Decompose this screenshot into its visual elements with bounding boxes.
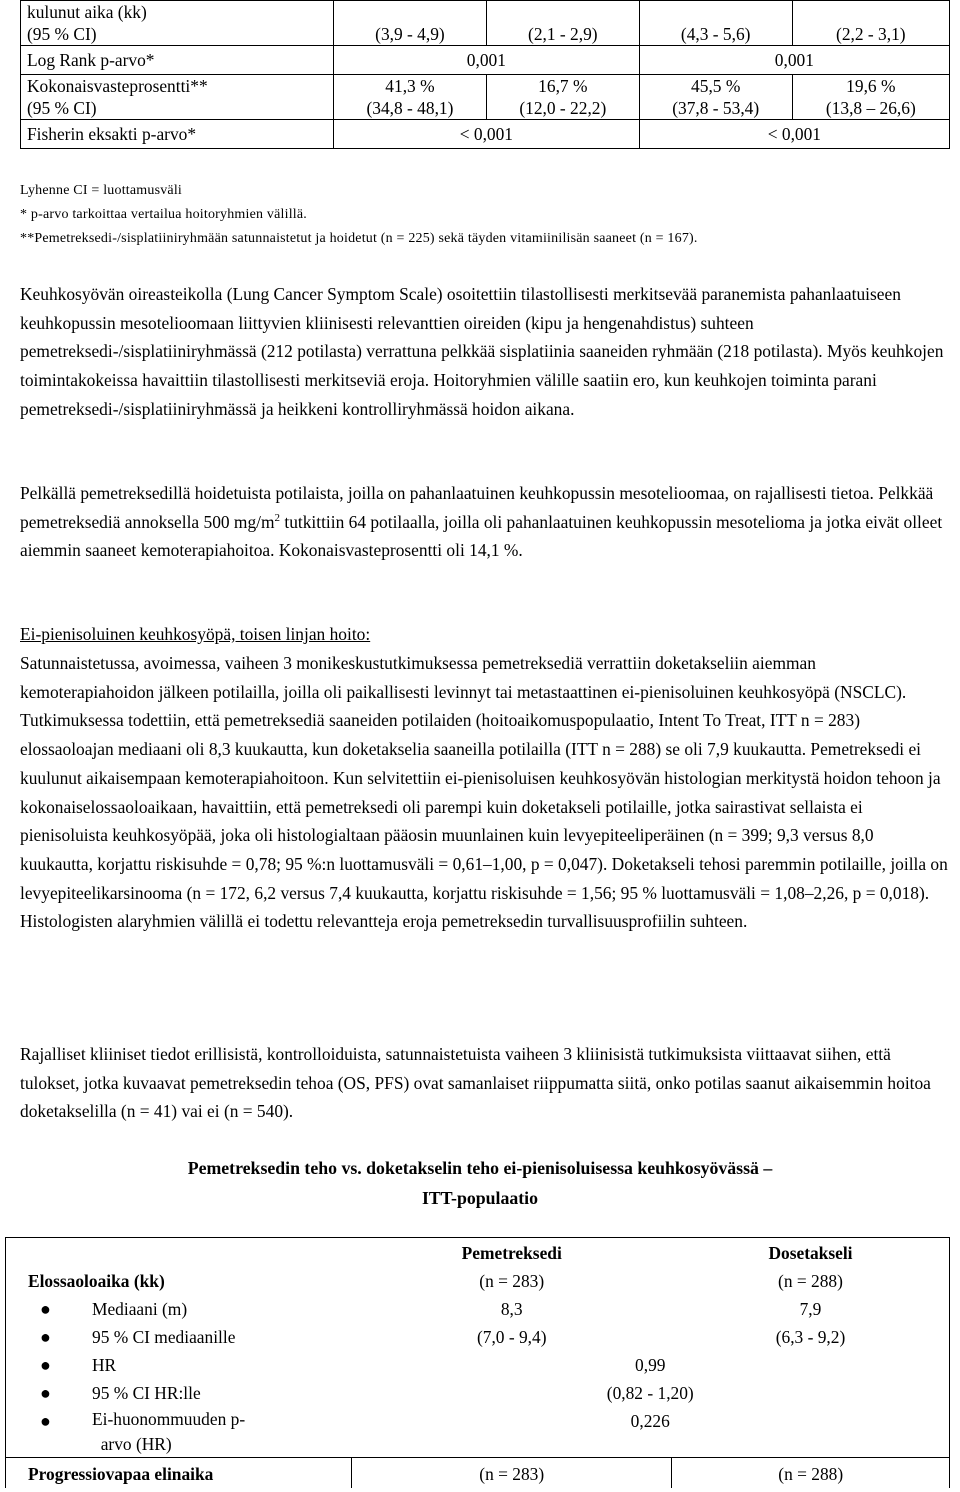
row-label: Log Rank p-arvo*: [21, 46, 334, 75]
footnote-p-value: * p-arvo tarkoittaa vertailua hoitoryhmien välillä.: [20, 207, 307, 222]
efficacy-table-nsclc: [5, 1237, 950, 1488]
table-cell: (n = 283): [352, 1458, 672, 1489]
table-cell: 41,3 % (34,8 - 48,1): [334, 75, 487, 120]
table-cell: (2,2 - 3,1): [792, 1, 949, 46]
table-row: [6, 1267, 950, 1295]
table-title-line2: ITT-populaatio: [422, 1188, 538, 1208]
table-cell: (7,0 - 9,4): [476, 1327, 547, 1347]
row-label: ● Ei-huonommuuden p- arvo (HR): [6, 1407, 352, 1458]
table-row: [21, 120, 950, 149]
row-label: Elossaoloaika (kk): [6, 1267, 352, 1295]
table-cell: (3,9 - 4,9): [334, 1, 487, 46]
bullet-icon: ●: [40, 1355, 51, 1375]
table-cell: 0,226: [352, 1407, 950, 1458]
paragraph-symptom-scale: Keuhkosyövän oireasteikolla (Lung Cancer Symptom Scale) osoitettiin tilastollisesti merkitsevää paranemista pahanlaatuiseen keuhkopussin mesotelioomaan liittyvien kliinisesti relevanttien oireiden (kipu ja hengenahdistus) suhteen pemetreksedi-/sisplatiiniryhmässä (212 potilasta) verrattuna pelkkää sisplatiinia saaneiden ryhmään (218 potilasta). Myös keuhkojen toimintakokeissa havaittiin tilastollisesti merkitseviä eroja. Hoitoryhmien välille saatiin ero, kun keuhkojen toiminta parani pemetreksedi-/sisplatiiniryhmässä ja heikkeni kontrolliryhmässä hoidon aikana.: [20, 284, 944, 419]
table-row: [21, 46, 950, 75]
paragraph-monotherapy: Pelkällä pemetreksedillä hoidetuista potilaista, joilla on pahanlaatuinen keuhkopussin mesotelioomaa, on rajallisesti tietoa. Pelkkää pemetreksediä annoksella 500 $mg/m^2$ tutkittiin 64 potilaalla, joilla oli pahanlaatuinen keuhkopussin mesotelioma ja jotka eivät olleet aiemmin saaneet kemoterapiahoitoa. Kokonaisvasteprosentti oli 14,1 %.: [20, 483, 943, 561]
table-cell: (0,82 - 1,20): [352, 1379, 950, 1407]
paragraph-nsclc-study: Satunnaistetussa, avoimessa, vaiheen 3 monikeskustutkimuksessa pemetreksediä verrattiin doketakseliin aiemman kemoterapiahoidon jälkeen potilailla, joilla oli paikallisesti levinnyt tai metastaattinen ei-pienisoluinen keuhkosyöpä (NSCLC). Tutkimuksessa todettiin, että pemetreksediä saaneiden potilaiden (hoitoaikomuspopulaatio, Intent To Treat, ITT n = 283) elossaoloajan mediaani oli 8,3 kuukautta, kun doketakselia saaneilla potilailla (ITT n = 288) se oli 7,9 kuukautta. Pemetreksedi ei kuulunut aikaisempaan kemoterapiahoitoon. Kun selvitettiin ei-pienisoluisen keuhkosyövän histologian merkitystä hoidon tehoon ja kokonaiselossaoloaikaan, havaittiin, että pemetreksedi oli parempi kuin doketakseli potilaille, jotka sairastivat sellaista ei pienisoluista keuhkosyöpää, joka oli histologialtaan pääosin muunlainen kuin levyepiteeliperäinen (n = 399; 9,3 versus 8,0 kuukautta, korjattu riskisuhde = 0,78; 95 %:n luottamusväli = 0,61–1,00, p = 0,047). Doketakseli tehosi paremmin potilaille, joilla on levyepiteelikarsinooma (n = 172, 6,2 versus 7,4 kuukautta, korjattu riskisuhde = 1,56; 95 % luottamusväli = 1,08–2,26, p = 0,018). Histologisten alaryhmien välillä ei todettu relevantteja eroja pemetreksedin turvallisuusprofiilin suhteen.: [20, 653, 948, 932]
footnote-population: **Pemetreksedi-/sisplatiiniryhmään satunnaistetut ja hoidetut (n = 225) sekä täyden vitamiinilisän saaneet (n = 167).: [20, 231, 698, 246]
table-cell: 0,99: [352, 1351, 950, 1379]
row-label: ● 95 % CI mediaanille: [6, 1323, 352, 1351]
table-title-line1: Pemetreksedin teho vs. doketakselin teho ei-pienisoluisessa keuhkosyövässä –: [187, 1158, 773, 1178]
table-cell: (6,3 - 9,2): [672, 1323, 950, 1351]
table-header-row: [6, 1238, 950, 1268]
table-cell: (n = 283): [479, 1271, 545, 1291]
efficacy-table-mesothelioma: [20, 0, 950, 149]
table-row: [6, 1351, 950, 1379]
table-row: [6, 1458, 950, 1489]
table-row: [21, 1, 950, 46]
bullet-icon: ●: [40, 1299, 51, 1319]
table-cell: 0,001: [639, 46, 949, 75]
table-cell: (4,3 - 5,6): [639, 1, 792, 46]
table-row: [6, 1407, 950, 1458]
paragraph-limited-data: Rajalliset kliiniset tiedot erillisistä, kontrolloiduista, satunnaistetuista vaiheen 3 kliinisistä tutkimuksista viittaavat siihen, että tulokset, jotka kuvaavat pemetreksedin tehoa (OS, PFS) ovat samanlaiset riippumatta siitä, onko potilas saanut aikaisemmin hoitoa doketakselilla (n = 41) vai ei (n = 540).: [20, 1044, 931, 1122]
row-label: Kokonaisvasteprosentti** (95 % CI): [21, 75, 334, 120]
column-header-docetaxel: Dosetakseli: [672, 1238, 950, 1268]
table-cell: 16,7 % (12,0 - 22,2): [486, 75, 639, 120]
table-header-empty: [6, 1238, 352, 1268]
table-cell: 8,3: [500, 1299, 523, 1319]
bullet-icon: ●: [40, 1411, 51, 1431]
table-cell: (n = 288): [672, 1267, 950, 1295]
row-label: Fisherin eksakti p-arvo*: [21, 120, 334, 149]
table-cell: 45,5 % (37,8 - 53,4): [639, 75, 792, 120]
table-cell: < 0,001: [639, 120, 949, 149]
table-cell: (n = 288): [672, 1458, 950, 1489]
footnote-abbreviation: Lyhenne CI = luottamusväli: [20, 183, 183, 198]
table-row: [6, 1295, 950, 1323]
table-row: [6, 1379, 950, 1407]
column-header-pemetrexed: Pemetreksedi: [352, 1238, 672, 1268]
table-cell: 0,001: [334, 46, 640, 75]
table-cell: < 0,001: [334, 120, 640, 149]
row-label: Progressiovapaa elinaika: [6, 1458, 352, 1489]
table-cell: 7,9: [672, 1295, 950, 1323]
row-label: ● HR: [6, 1351, 352, 1379]
row-label: kulunut aika (kk) (95 % CI): [21, 1, 334, 46]
table-row: [21, 75, 950, 120]
table-cell: (2,1 - 2,9): [486, 1, 639, 46]
bullet-icon: ●: [40, 1383, 51, 1403]
table-row: [6, 1323, 950, 1351]
row-label: ● Mediaani (m): [6, 1295, 352, 1323]
bullet-icon: ●: [40, 1327, 51, 1347]
row-label: ● 95 % CI HR:lle: [6, 1379, 352, 1407]
section-heading-nsclc: Ei-pienisoluinen keuhkosyöpä, toisen linjan hoito:: [20, 624, 371, 644]
table-cell: 19,6 % (13,8 – 26,6): [792, 75, 949, 120]
